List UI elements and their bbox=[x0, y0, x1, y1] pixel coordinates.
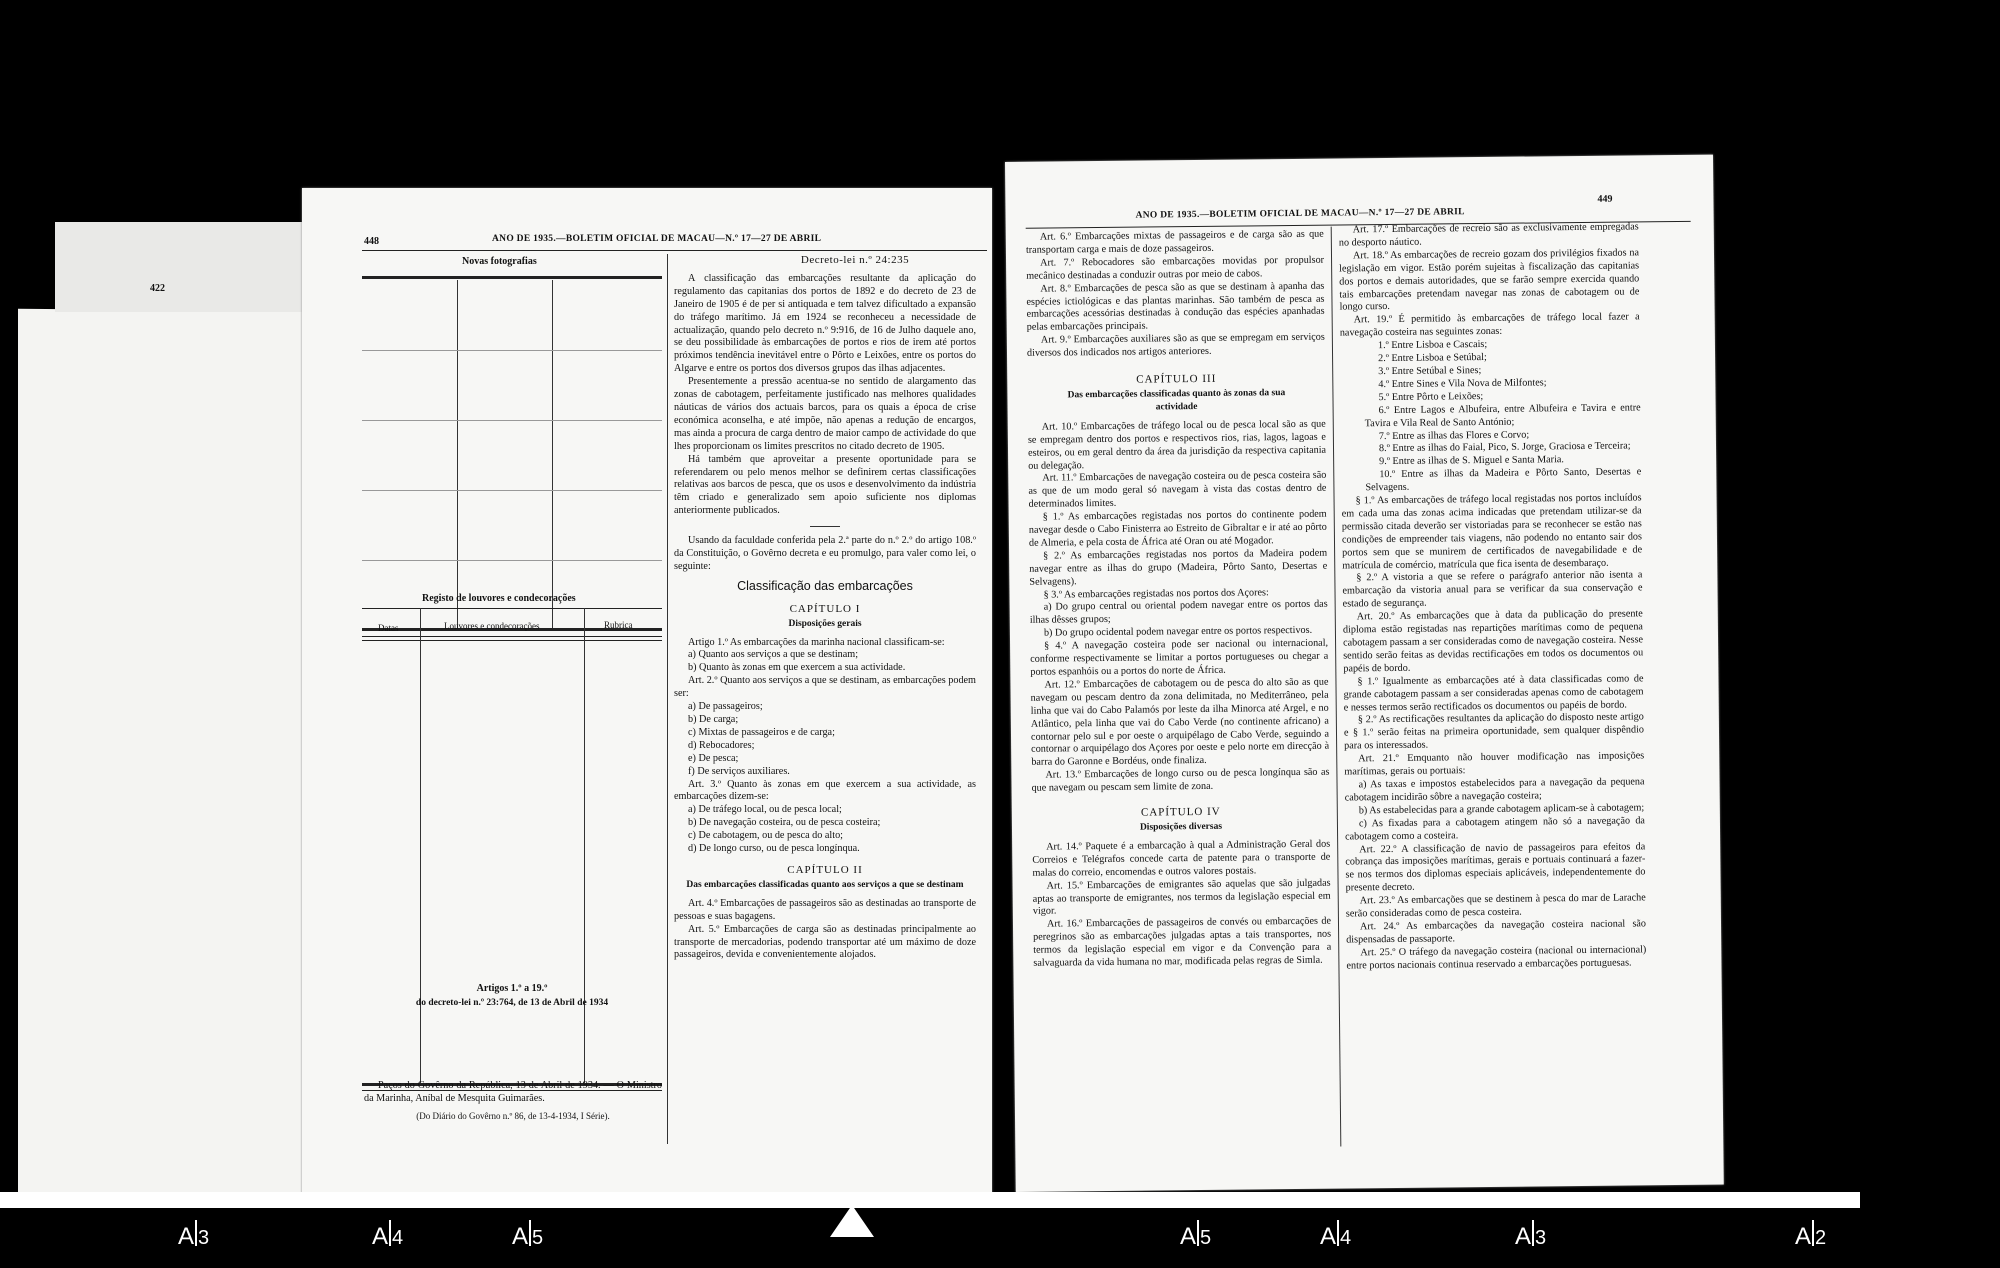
article-4: Art. 4.º Embarcações de passageiros são as destinadas ao transporte de pessoas e suas bagagens. bbox=[674, 897, 976, 922]
decree-title: Decreto-lei n.º 24:235 bbox=[800, 254, 910, 266]
table1-row-2 bbox=[362, 420, 662, 421]
signature: Paços do Govêrno da República, 13 de Abril de 1934. — O Ministro da Marinha, Aníbal de Mesquita Guimarães. bbox=[364, 1080, 662, 1104]
table2-top-rule bbox=[362, 608, 662, 609]
left-page-header: ANO DE 1935.—BOLETIM OFICIAL DE MACAU—N.º 17—27 DE ABRIL bbox=[492, 234, 822, 244]
decree-column bbox=[674, 252, 976, 962]
chapter-3-title: CAPÍTULO III bbox=[1136, 372, 1217, 386]
table1-col-line-1 bbox=[457, 280, 458, 630]
section-title: Classificação das embarcações bbox=[737, 578, 913, 593]
table2-col-louvores: Louvores e condecorações bbox=[444, 621, 540, 631]
table1-bottom-rule-2 bbox=[362, 636, 662, 637]
article-21-a: a) As taxas e impostos estabelecidos para a navegação da pequena cabotagem incidirão sôbre a navegação costeira; bbox=[1344, 776, 1645, 804]
article-7: Art. 7.º Rebocadores são embarcações movidas por propulsor mecânico destinadas a conduzir outras por meio de cabos. bbox=[1026, 254, 1325, 282]
article-15: Art. 15.º Embarcações de emigrantes são aquelas que são julgadas aptas ao transporte de emigrantes, nos termos da legislação especial em vigor. bbox=[1032, 877, 1331, 918]
chapter-1-title: CAPÍTULO I bbox=[789, 602, 861, 615]
intro-separator bbox=[810, 526, 840, 527]
footer-title-2: do decreto-lei n.º 23:764, de 13 de Abril de 1934 bbox=[415, 998, 609, 1008]
frame-marker: A 2 bbox=[1795, 1220, 1826, 1251]
article-25: Art. 25.º O tráfego da navegação costeira (nacional ou internacional) entre portos nacionais continua reservado a embarcações portuguesas. bbox=[1346, 944, 1647, 972]
article-14: Art. 14.º Paquete é a embarcação à qual a Administração Geral dos Correios e Telégrafos concede carta de patente para o transporte de malas do correio, encomendas e outros valores postais. bbox=[1032, 838, 1331, 879]
paragraph-20-1: § 1.º Igualmente as embarcações até à data classificadas como de grande cabotagem passam a ser consideradas apenas como de cabotagem e nesses termos serão rectificados os documentos ou papéis de bordo. bbox=[1343, 673, 1644, 714]
zone-item: 4.º Entre Sines e Vila Nova de Milfontes; bbox=[1378, 377, 1547, 390]
zone-item: 3.º Entre Setúbal e Sines; bbox=[1378, 364, 1482, 378]
zone-item: 7.º Entre as ilhas das Flores e Corvo; bbox=[1378, 429, 1530, 442]
paragraph-20-2: § 2.º As rectificações resultantes da aplicação do disposto neste artigo e § 1.º serão feitas na primeira oportunidade, sem qualquer dispêndio para os interessados. bbox=[1343, 711, 1645, 752]
article-2-item: c) Mixtas de passageiros e de carga; bbox=[688, 726, 835, 738]
footer-title-1: Artigos 1.º a 19.º bbox=[476, 983, 548, 994]
table2-col-datas: Datas bbox=[378, 623, 399, 633]
table2-col-rubrica: Rubrica bbox=[604, 620, 633, 630]
article-2: Art. 2.º Quanto aos serviços a que se destinam, as embarcações podem ser: bbox=[674, 675, 976, 700]
paragraph-11-1: § 1.º As embarcações registadas nos portos do continente podem navegar desde o Cabo Finisterra ao Estreito de Gibraltar e ir até ao pôrto de Almeria, e pela costa de África até Oran ou até Mogador. bbox=[1028, 508, 1327, 549]
chapter-4-subtitle: Disposições diversas bbox=[1139, 821, 1223, 833]
article-3: Art. 3.º Quanto às zonas em que exercem a sua actividade, as embarcações dizem-se: bbox=[674, 778, 976, 803]
intro-paragraph-4: Usando da faculdade conferida pela 2.ª parte do n.º 2.º do artigo 108.º da Constituição, o Govêrno decreta e eu promulgo, para valer como lei, o seguinte: bbox=[674, 535, 976, 572]
article-12: Art. 12.º Embarcações de cabotagem ou de pesca do alto são as que navegam ou pescam dentro da zona delimitada, no Mediterrâneo, pela linha que vai do Cabo Palamós por leste da ilha Minorca até Argel, e no Atlântico, pela linha que vai do Cabo Verde (no continente africano) a contornar pelo sul e por oeste o arquipélago de Cabo Verde, seguindo a contornar o arquipélago dos Açores por oeste e pelo norte em direcção à barra do Garonne e Bordéus, onde finaliza. bbox=[1030, 676, 1330, 769]
article-5: Art. 5.º Embarcações de carga são as destinadas principalmente ao transporte de mercadorias, podendo transportar até um máximo de doze passageiros, devida e convenientemente alojados. bbox=[674, 923, 976, 961]
paragraph-11-2: § 2.º As embarcações registadas nos portos da Madeira podem navegar entre as ilhas do grupo (Madeira, Pôrto Santo, Desertas e Selvagens). bbox=[1029, 547, 1328, 588]
table1-row-1 bbox=[362, 350, 662, 351]
right-page-number: 449 bbox=[1597, 193, 1613, 205]
article-3-item: c) De cabotagem, ou de pesca do alto; bbox=[688, 830, 844, 842]
frame-marker: A 5 bbox=[1180, 1220, 1211, 1251]
article-3-item: b) De navegação costeira, ou de pesca costeira; bbox=[688, 817, 881, 829]
table1-title: Novas fotografias bbox=[462, 256, 537, 267]
zone-item: 1.º Entre Lisboa e Cascais; bbox=[1377, 339, 1488, 352]
article-10: Art. 10.º Embarcações de tráfego local ou de pesca local são as que se empregam dentro dos portos e respectivos rios, rias, lagos, lagoas e esteiros, ou em geral dentro da área da jurisdição da respectiva capitania ou delegação. bbox=[1027, 418, 1327, 472]
paragraph-19-1: § 1.º As embarcações de tráfego local registadas nos portos incluídos em cada uma das zonas acima indicadas que pretendam utilizar-se da permissão citada deverão ser vistoriadas para se reconhecer se estão nas condições de empreender tais viagens, não podendo no entanto sair dos portos sem que se munirem de certificados de navegabilidade e de matrícula de comércio, matrícula que fica isenta de desembaraço. bbox=[1341, 492, 1643, 572]
zone-item: 5.º Entre Pôrto e Leixões; bbox=[1378, 390, 1484, 403]
side-page-number: 422 bbox=[150, 283, 165, 294]
article-18: Art. 18.º As embarcações de recreio gozam dos privilégios fixados na legislação em vigor. Estão porém sujeitas à fiscalização das capitanias dos portos e demais autoridades, que se farão sempre exercida quando tais embarcações pretendam navegar nas zonas de cabotagem ou de longo curso. bbox=[1339, 247, 1640, 313]
intro-paragraph-1: A classificação das embarcações resultante da aplicação do regulamento das capitanias dos portos de 1892 e do decreto de 23 de Janeiro de 1905 é de per si antiquada e tem talvez dificultado a expansão do tráfego marítimo. Já em 1924 se reconheceu a necessidade de actualização, quando pelo decreto n.º 9:916, de 16 de Julho daquele ano, se deu possibilidade às embarcações de portos e rios de irem até portos próximos tendência inevitável entre o Pôrto e Leixões, entre os portos do Algarve e entre os portos dos diversos grupos das ilhas adjacentes. bbox=[674, 272, 976, 375]
zone-item: 10.º Entre as ilhas da Madeira e Pôrto Santo, Desertas e Selvagens. bbox=[1365, 466, 1642, 494]
background-page-strip bbox=[55, 222, 305, 312]
article-3-item: d) De longo curso, ou de pesca longínqua. bbox=[688, 843, 860, 855]
article-9: Art. 9.º Embarcações auxiliares são as que se empregam em serviços diversos dos indicados nos artigos anteriores. bbox=[1026, 331, 1325, 359]
column-divider bbox=[667, 254, 668, 1144]
paragraph-11-4: § 4.º A navegação costeira pode ser nacional ou internacional, conforme respectivamente se limitar a portos portugueses ou chegar a portos espanhóis ou a portos do norte de África. bbox=[1030, 637, 1329, 678]
intro-paragraph-2: Presentemente a pressão acentua-se no sentido de alargamento das zonas de cabotagem, perfeitamente justificado nas melhores qualidades náuticas de vários dos actuais barcos, para os quais a época de crise económica aconselha, e até impõe, não apenas a redução de encargos, mas ainda a procura de carga dentro de maior campo de actividade do que lhes proporcionam os limites prescritos no citado decreto de 1905. bbox=[674, 376, 976, 452]
paragraph-11-3: § 3.º As embarcações registadas nos portos dos Açores: bbox=[1043, 586, 1269, 601]
paragraph-11-3-a: a) Do grupo central ou oriental podem navegar entre os portos das ilhas dêsses grupos; bbox=[1029, 599, 1328, 627]
article-13: Art. 13.º Embarcações de longo curso ou de pesca longínqua são as que navegam ou pescam sem limite de zona. bbox=[1031, 766, 1330, 794]
chapter-3-subtitle: Das embarcações classificadas quanto às zonas da sua actividade bbox=[1067, 388, 1286, 413]
zone-item: 2.º Entre Lisboa e Setúbal; bbox=[1378, 352, 1487, 365]
table1-col-line-2 bbox=[552, 280, 553, 630]
article-24: Art. 24.º As embarcações da navegação costeira nacional são dispensadas de passaporte. bbox=[1346, 918, 1647, 946]
film-notch bbox=[830, 1205, 874, 1237]
article-20: Art. 20.º As embarcações que à data da publicação do presente diploma estão registadas nas repartições marítimas como de pequena cabotagem passam a ser consideradas como de navegação costeira. Nesse sentido serão feitas as devidas rectificações em todos os documentos ou papéis de bordo. bbox=[1342, 608, 1644, 675]
frame-marker: A 3 bbox=[1515, 1220, 1546, 1251]
background-page-left bbox=[18, 309, 308, 1207]
table2-col-line-1 bbox=[420, 608, 421, 1083]
chapter-4-title: CAPÍTULO IV bbox=[1140, 805, 1221, 819]
header-rule bbox=[362, 250, 987, 251]
zones-list bbox=[1340, 338, 1642, 496]
table1-row-4 bbox=[362, 560, 662, 561]
article-1-item: b) Quanto às zonas em que exercem a sua actividade. bbox=[688, 662, 906, 674]
article-21: Art. 21.º Emquanto não houver modificação nas imposições marítimas, gerais ou portuais: bbox=[1344, 750, 1645, 778]
table2-head-rule bbox=[362, 640, 662, 641]
signature-block bbox=[364, 1080, 662, 1123]
table2-col-line-2 bbox=[584, 608, 585, 1083]
article-8: Art. 8.º Embarcações de pesca são as que se destinam à apanha das espécies ictiológicas e das plantas marinhas. São também de pesca as embarcações acessórias destinadas à condução das espécies apanhadas pelas embarcações principais. bbox=[1026, 280, 1325, 334]
article-2-item: e) De pesca; bbox=[688, 752, 739, 764]
table1-row-3 bbox=[362, 490, 662, 491]
table2-title: Registo de louvores e condecorações bbox=[422, 593, 576, 604]
right-page-header: ANO DE 1935.—BOLETIM OFICIAL DE MACAU—N.º 17—27 DE ABRIL bbox=[1135, 207, 1465, 221]
frame-marker: A 4 bbox=[372, 1220, 403, 1251]
article-2-item: f) De serviços auxiliares. bbox=[688, 765, 790, 777]
paragraph-19-2: § 2.º A vistoria a que se refere o parágrafo anterior não isenta a embarcação da vistoria anual para se verificar da sua conservação e estado de segurança. bbox=[1342, 569, 1643, 610]
article-2-item: b) De carga; bbox=[688, 714, 739, 725]
article-1: Artigo 1.º As embarcações da marinha nacional classificam-se: bbox=[688, 636, 945, 648]
article-17: Art. 17.º Embarcações de recreio são as exclusivamente empregadas no desporto náutico. bbox=[1338, 221, 1639, 249]
film-edge bbox=[0, 1192, 1860, 1208]
table1-top-rule bbox=[362, 276, 662, 279]
paragraph-11-3-b: b) Do grupo ocidental podem navegar entre os portos respectivos. bbox=[1043, 625, 1313, 639]
left-page-number: 448 bbox=[364, 236, 379, 247]
article-16: Art. 16.º Embarcações de passageiros de convés ou embarcações de peregrinos são as embarcações julgadas aptas a tais transportes, nos termos da legislação especial em vigor e da Convenção para a salvaguarda da vida humana no mar, modificada pelas regras de Simla. bbox=[1033, 915, 1332, 969]
intro-paragraph-3: Há também que aproveitar a presente oportunidade para se referendarem ou pelo menos melhor se definirem certas classificações relativas aos barcos de pesca, que os usos e desenvolvimento da indústria têm criado e generalizado sem apoio suficiente nos diplomas anteriormente publicados. bbox=[674, 453, 976, 517]
right-page bbox=[1005, 155, 1724, 1192]
left-page bbox=[302, 188, 992, 1196]
frame-marker: A 3 bbox=[178, 1220, 209, 1251]
chapter-2-subtitle: Das embarcações classificadas quanto aos serviços a que se destinam bbox=[686, 879, 964, 890]
article-22: Art. 22.º A classificação de navio de passageiros para efeitos da cobrança das imposições marítimas, gerais e portuais continuará a fazer-se nos termos dos diplomas especiais aplicáveis, independentemente do presente decreto. bbox=[1345, 840, 1646, 894]
frame-marker: A 5 bbox=[512, 1220, 543, 1251]
article-23: Art. 23.º As embarcações que se destinem à pesca do mar de Larache serão consideradas como de pesca costeira. bbox=[1345, 892, 1646, 920]
article-19: Art. 19.º É permitido às embarcações de tráfego local fazer a navegação costeira nas seguintes zonas: bbox=[1339, 311, 1640, 339]
article-3-item: a) De tráfego local, ou de pesca local; bbox=[688, 804, 842, 816]
frame-marker: A 4 bbox=[1320, 1220, 1351, 1251]
zone-item: 9.º Entre as ilhas de S. Miguel e Santa Maria. bbox=[1379, 454, 1565, 468]
zone-item: 6.º Entre Lagos e Albufeira, entre Albufeira e Tavira e entre Tavira e Vila Real de Santo António; bbox=[1364, 402, 1641, 429]
article-11: Art. 11.º Embarcações de navegação costeira ou de pesca costeira são as que de um modo geral só navegam à vista das costas dentro de determinados limites. bbox=[1028, 470, 1327, 510]
article-21-c: c) As fixadas para a cabotagem atingem não só a navegação da cabotagem como a costeira. bbox=[1345, 815, 1645, 843]
chapter-1-subtitle: Disposições gerais bbox=[788, 618, 862, 629]
article-1-item: a) Quanto aos serviços a que se destinam; bbox=[688, 649, 859, 661]
article-21-b: b) As estabelecidas para a grande cabotagem aplicam-se à cabotagem; bbox=[1358, 802, 1645, 817]
right-column-2 bbox=[1339, 221, 1647, 973]
zone-item: 8.º Entre as ilhas do Faial, Pico, S. Jorge, Graciosa e Terceira; bbox=[1378, 440, 1631, 455]
source-note: (Do Diário do Govêrno n.º 86, de 13-4-1934, I Série). bbox=[416, 1110, 610, 1121]
chapter-2-title: CAPÍTULO II bbox=[787, 863, 863, 876]
article-2-item: d) Rebocadores; bbox=[688, 739, 755, 751]
article-6: Art. 6.º Embarcações mixtas de passageiros e de carga são as que transportam carga e mais de doze passageiros. bbox=[1025, 228, 1324, 256]
article-2-item: a) De passageiros; bbox=[688, 701, 763, 713]
right-column-1 bbox=[1026, 229, 1332, 971]
